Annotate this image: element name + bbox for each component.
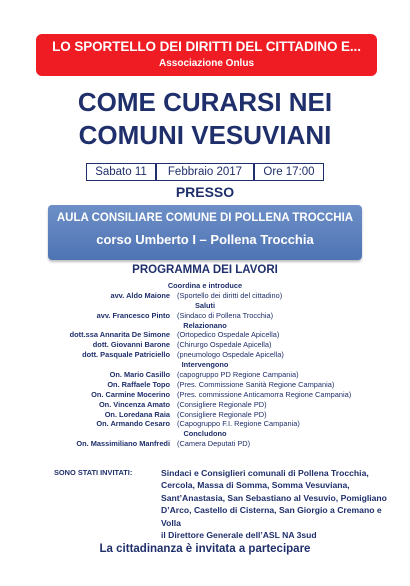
speaker-name: On. Mario Casillo [109, 370, 170, 380]
speaker-name: On. Carmine Mocerino [91, 389, 170, 399]
speaker-role: (Pres. Commissione Sanità Regione Campania) [177, 379, 335, 389]
speaker-row [0, 350, 410, 360]
speaker-role: (Capogruppo F.I. Regione Campania) [177, 419, 300, 429]
speaker-role: (Consigliere Regionale PD) [177, 409, 267, 419]
speaker-role: (Sindaco di Pollena Trocchia) [177, 310, 274, 320]
speaker-row [0, 330, 410, 340]
invited-label: SONO STATI INVITATI: [54, 468, 133, 477]
speaker-row [0, 311, 410, 321]
speaker-role: (Chirurgo Ospedale Apicella) [177, 340, 272, 350]
speaker-name: dott.ssa Annarita De Simone [69, 330, 170, 340]
venue-address: corso Umberto I – Pollena Trocchia [96, 232, 314, 247]
speaker-role: (Ortopedico Ospedale Apicella) [177, 330, 280, 340]
event-time: Ore 17:00 [255, 164, 323, 180]
event-month: Febbraio 2017 [157, 164, 253, 180]
programme-section-heading: Coordina e introduce [167, 281, 243, 290]
invited-line: Sant’Anastasia, San Sebastiano al Vesuvio, Pomigliano [161, 492, 387, 503]
speaker-name: On. Loredana Raia [104, 409, 170, 419]
venue-box [48, 205, 362, 260]
organizer-banner [36, 34, 377, 76]
headline-line-2: COMUNI VESUVIANI [78, 120, 332, 150]
speaker-name: On. Massimiliano Manfredi [76, 439, 170, 449]
speaker-row [0, 419, 410, 429]
invited-line: Volla [161, 517, 181, 528]
speaker-row [0, 380, 410, 390]
speaker-row [0, 410, 410, 420]
programme-list [0, 281, 410, 449]
venue-hall: AULA CONSILIARE COMUNE DI POLLENA TROCCHIA [56, 212, 354, 224]
speaker-row [0, 400, 410, 410]
invited-line: il Direttore Generale dell’ASL NA 3sud [161, 530, 317, 541]
speaker-role: (pneumologo Ospedale Apicella) [177, 350, 284, 360]
speaker-name: On. Vincenza Amato [98, 399, 170, 409]
speaker-name: dott. Giovanni Barone [92, 340, 170, 350]
speaker-row [0, 370, 410, 380]
programme-section-heading: Relazionano [183, 320, 227, 330]
event-headline [0, 86, 410, 152]
headline-line-1: COME CURARSI NEI [77, 87, 333, 117]
speaker-name: avv. Aldo Maione [110, 290, 170, 300]
programme-title: PROGRAMMA DEI LAVORI [132, 264, 278, 276]
invited-list [161, 467, 401, 541]
programme-section-heading: Saluti [194, 300, 216, 310]
speaker-role: (Sportello dei diritti del cittadino) [177, 290, 283, 300]
invited-line: Sindaci e Consiglieri comunali di Pollena Trocchia, [161, 468, 369, 478]
programme-section-heading: Concludono [183, 429, 227, 439]
speaker-name: On. Armando Cesaro [96, 419, 170, 429]
speaker-row [0, 291, 410, 301]
invited-line: D’Arco, Castello di Cisterna, San Giorgio a Cremano e [161, 505, 382, 516]
speaker-name: avv. Francesco Pinto [96, 310, 170, 320]
organizer-subtitle: Associazione Onlus [158, 58, 255, 69]
organizer-title: LO SPORTELLO DEI DIRITTI DEL CITTADINO E... [52, 39, 361, 54]
speaker-role: (Pres. commissione Anticamorra Regione Campania) [177, 389, 352, 399]
date-bar [86, 163, 324, 181]
programme-section-heading: Intervengono [181, 360, 229, 370]
speaker-row [0, 340, 410, 350]
speaker-role: (capogruppo PD Regione Campania) [177, 370, 299, 380]
invited-line: Cercola, Massa di Somma, Somma Vesuviana, [161, 480, 350, 491]
presso-label: PRESSO [175, 184, 235, 200]
speaker-role: (Camera Deputati PD) [177, 439, 251, 449]
speaker-name: On. Raffaele Topo [107, 379, 170, 389]
speaker-role: (Consigliere Regionale PD) [177, 399, 267, 409]
speaker-name: dott. Pasquale Patriciello [82, 350, 170, 360]
speaker-row [0, 439, 410, 449]
speaker-row [0, 390, 410, 400]
footer-invitation: La cittadinanza è invitata a partecipare [99, 543, 311, 555]
event-day: Sabato 11 [87, 164, 155, 180]
